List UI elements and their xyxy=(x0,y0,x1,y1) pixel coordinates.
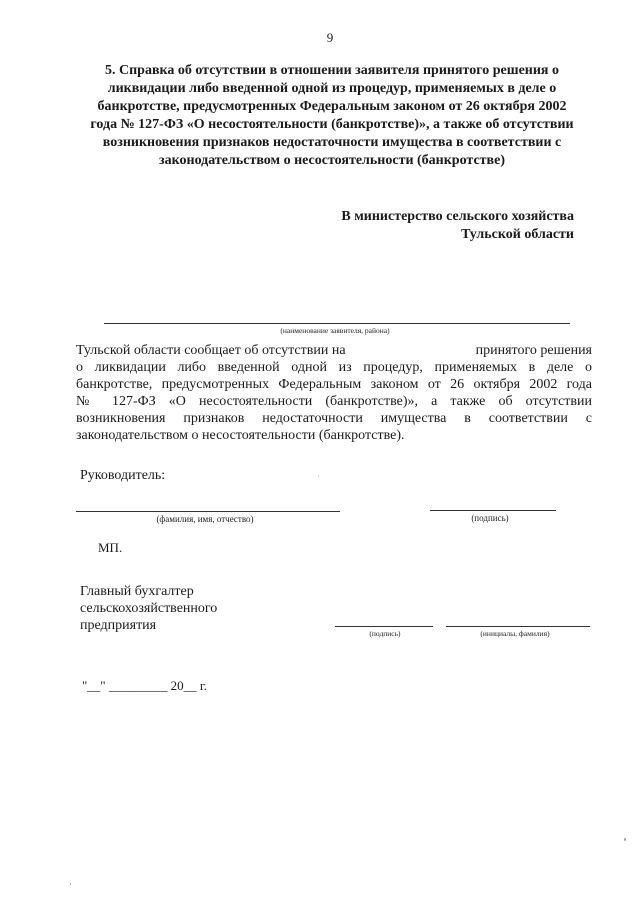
body-line xyxy=(76,342,592,359)
applicant-caption: (наименование заявителя, района) xyxy=(280,326,390,335)
page-number: 9 xyxy=(326,30,334,45)
addressee-block xyxy=(341,208,574,244)
scan-speck xyxy=(624,838,626,841)
accountant-name-line xyxy=(446,626,590,627)
body-line: возникновения признаков недостаточности имущества в соответствии с xyxy=(76,411,592,426)
accountant-line: предприятия xyxy=(80,618,157,633)
body-line: № 127-ФЗ «О несостоятельности (банкротстве)», а также об отсутствии xyxy=(76,394,592,409)
head-label: Руководитель: xyxy=(80,468,166,483)
applicant-name-line xyxy=(104,323,570,324)
head-sign-line xyxy=(430,510,556,511)
date-line: "__" _________ 20__ г. xyxy=(82,678,207,693)
body-line-left: Тульской области сообщает об отсутствии на xyxy=(76,343,346,358)
addressee-line: Тульской области xyxy=(461,227,574,242)
accountant-line: сельскохозяйственного xyxy=(80,601,218,616)
accountant-sign-line xyxy=(335,626,433,627)
document-heading xyxy=(82,62,582,170)
accountant-line: Главный бухгалтер xyxy=(80,584,194,599)
body-line: о ликвидации либо введенной одной из процедур, применяемых в деле о xyxy=(76,360,592,375)
body-line-right: принятого решения xyxy=(475,343,592,358)
heading-line: ликвидации либо введенной одной из процедур, применяемых в деле о xyxy=(107,81,557,96)
heading-line: возникновения признаков недостаточности имущества в соответствии с xyxy=(102,135,562,150)
addressee-line: В министерство сельского хозяйства xyxy=(341,209,574,224)
heading-line: банкротстве, предусмотренных Федеральным законом от 26 октября 2002 xyxy=(97,99,567,114)
head-name-caption: (фамилия, имя, отчество) xyxy=(156,514,254,524)
scan-speck xyxy=(318,476,319,477)
body-line: законодательством о несостоятельности (банкротстве). xyxy=(76,428,405,443)
accountant-label xyxy=(80,583,217,634)
body-paragraph xyxy=(76,342,592,444)
head-name-line xyxy=(76,511,340,512)
accountant-name-caption: (инициалы, фамилия) xyxy=(480,629,550,638)
accountant-sign-caption: (подпись) xyxy=(369,629,401,638)
heading-line: 5. Справка об отсутствии в отношении заявителя принятого решения о xyxy=(104,63,559,78)
head-sign-caption: (подпись) xyxy=(471,513,509,523)
scan-speck xyxy=(70,883,71,885)
body-line: банкротстве, предусмотренных Федеральным законом от 26 октября 2002 года xyxy=(76,377,592,392)
seal-label: МП. xyxy=(98,540,123,555)
heading-line: законодательством о несостоятельности (банкротстве) xyxy=(159,153,505,168)
heading-line: года № 127-ФЗ «О несостоятельности (банкротстве)», а также об отсутствии xyxy=(90,117,574,132)
